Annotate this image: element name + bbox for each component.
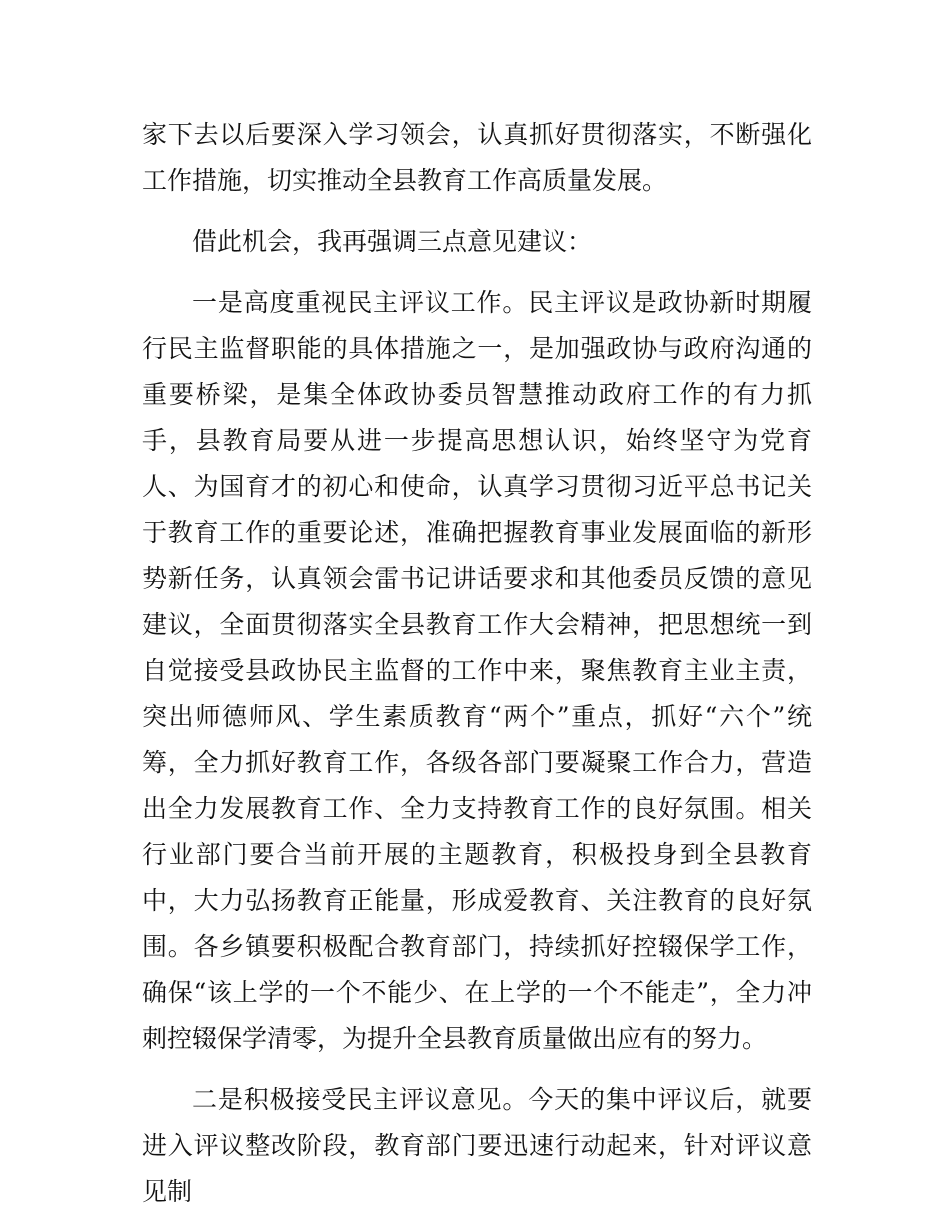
paragraph-point-two: 二是积极接受民主评议意见。今天的集中评议后，就要进入评议整改阶段，教育部门要迅速行动起来，针对评议意见制 bbox=[142, 1085, 812, 1206]
paragraph-continuation: 家下去以后要深入学习领会，认真抓好贯彻落实，不断强化工作措施，切实推动全县教育工作高质量发展。 bbox=[142, 120, 812, 195]
paragraph-intro: 借此机会，我再强调三点意见建议： bbox=[192, 227, 593, 256]
paragraph-point-one: 一是高度重视民主评议工作。民主评议是政协新时期履行民主监督职能的具体措施之一，是加强政协与政府沟通的重要桥梁，是集全体政协委员智慧推动政府工作的有力抓手，县教育局要从进一步提高思想认识，始终坚守为党育人、为国育才的初心和使命，认真学习贯彻习近平总书记关于教育工作的重要论述，准确把握教育事业发展面临的新形势新任务，认真领会雷书记讲话要求和其他委员反馈的意见建议，全面贯彻落实全县教育工作大会精神，把思想统一到自觉接受县政协民主监督的工作中来，聚焦教育主业主责，突出师德师风、学生素质教育“两个”重点，抓好“六个”统筹，全力抓好教育工作，各级各部门要凝聚工作合力，营造出全力发展教育工作、全力支持教育工作的良好氛围。相关行业部门要合当前开展的主题教育，积极投身到全县教育中，大力弘扬教育正能量，形成爱教育、关注教育的良好氛围。各乡镇要积极配合教育部门，持续抓好控辍保学工作，确保“该上学的一个不能少、在上学的一个不能走”，全力冲刺控辍保学清零，为提升全县教育质量做出应有的努力。 bbox=[142, 288, 812, 1053]
document-body bbox=[142, 112, 812, 1215]
